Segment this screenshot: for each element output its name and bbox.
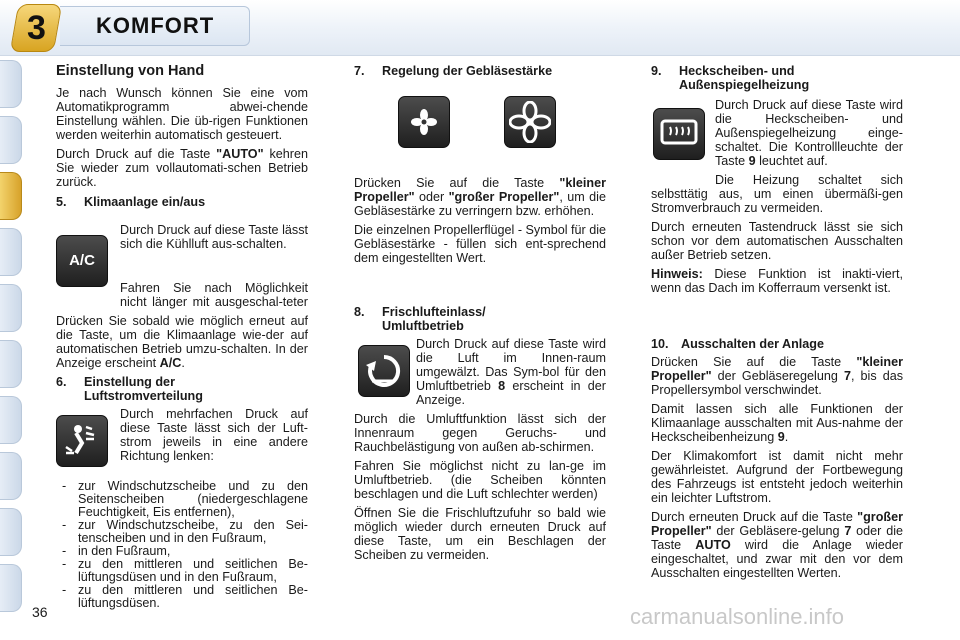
paragraph: Durch erneuten Druck auf die Taste "großer Propeller" der Gebläsere-gelung 7 oder die Taste AUTO wird die Anlage wieder eingeschaltet, und zwar mit den vor dem Ausschalten eingestellten Werten. [651, 510, 903, 580]
rear-defrost-icon [653, 108, 705, 160]
list-item: - zur Windschutzscheibe und zu den Seitenscheiben (niedergeschlagene Feuchtigkeit, Eis entfernen), [56, 480, 308, 519]
list-item: - in den Fußraum, [56, 545, 308, 558]
paragraph: Fahren Sie möglichst nicht zu lan-ge im Umluftbetrieb. (die Scheiben könnten beschlagen und die Luft schlechter werden) [354, 459, 606, 501]
side-tab [0, 452, 22, 500]
paragraph: Öffnen Sie die Frischluftzufuhr so bald wie möglich wieder durch erneuten Druck auf diese Taste, um ein Beschlagen der Scheiben zu vermeiden. [354, 506, 606, 562]
fan-icons-row [354, 96, 606, 176]
paragraph: Drücken Sie auf die Taste "kleiner Propeller" der Gebläseregelung 7, bis das Propellersymbol verschwindet. [651, 355, 904, 397]
ac-block [56, 223, 308, 281]
paragraph: Hinweis: Diese Funktion ist inakti-viert, wenn das Dach im Kofferraum versenkt ist. [651, 267, 903, 295]
side-tab [0, 228, 22, 276]
small-fan-icon [398, 96, 450, 148]
paragraph: Durch Druck auf diese Taste lässt sich die Kühlluft aus-schalten. [120, 223, 308, 251]
paragraph: Die einzelnen Propellerflügel - Symbol für die Gebläsestärke - füllen sich ent-sprechend dem eingestellten Wert. [354, 223, 607, 265]
section-heading-7: 7. Regelung der Gebläsestärke [354, 64, 553, 78]
side-tab [0, 340, 22, 388]
chapter-side-tabs [0, 60, 26, 620]
paragraph: Durch erneuten Tastendruck lässt sie sich schon vor dem automatischen Ausschalten außer Betrieb setzen. [651, 220, 903, 262]
paragraph: Die Heizung schaltet sich selbsttätig aus, um einen übermäßi-gen Stromverbrauch zu vermeiden. [651, 173, 903, 215]
list-item: - zur Windschutzscheibe, zu den Sei-tenscheiben und in den Fußraum, [56, 519, 308, 545]
section-heading-5: 5. Klimaanlage ein/aus [56, 195, 206, 209]
chapter-number: 3 [26, 9, 46, 47]
list-item: - zu den mittleren und seitlichen Be-lüftungsdüsen und in den Fußraum, [56, 558, 308, 584]
chapter-title: KOMFORT [96, 13, 215, 38]
watermark: carmanualsonline.info [630, 604, 845, 629]
airflow-options-list [56, 480, 308, 610]
side-tab [0, 396, 22, 444]
section-heading-6: 6. Einstellung der Luftstromverteilung [56, 375, 203, 403]
airflow-block [56, 407, 308, 463]
paragraph: Je nach Wunsch können Sie eine vom Automatikprogramm abwei-chende Einstellung wählen. Die üb-rigen Funktionen werden weiterhin automatisch gesteuert. [56, 86, 308, 142]
paragraph: Drücken Sie sobald wie möglich erneut auf die Taste, um die Klimaanlage wie-der auf automatischen Betrieb umzu-schalten. In der Anzeige erscheint A/C. [56, 314, 308, 370]
paragraph: Durch Druck auf die Taste "AUTO" kehren Sie wieder zum vollautomati-schen Betrieb zurück. [56, 147, 308, 189]
side-tab [0, 564, 22, 612]
paragraph: Durch Druck auf diese Taste wird die Heckscheiben- und Außenspiegelheizung einge-schaltet. Die Kontrollleuchte der Taste 9 leuchtet auf. [715, 98, 903, 168]
air-distribution-icon [56, 415, 108, 467]
column-left [56, 60, 308, 610]
section-heading-9: 9. Heckscheiben- und Außenspiegelheizung [651, 64, 810, 92]
paragraph: Damit lassen sich alle Funktionen der Klimaanlage ausschalten mit Aus-nahme der Heckscheibenheizung 9. [651, 402, 903, 444]
section-heading-8: 8. Frischlufteinlass/ Umluftbetrieb [354, 305, 486, 333]
page-header [0, 0, 960, 60]
chapter-number-badge [10, 4, 62, 52]
recirculation-block [354, 337, 606, 407]
paragraph: Durch mehrfachen Druck auf diese Taste lässt sich der Luft-strom jeweils in eine andere Richtung lenken: [120, 407, 308, 463]
paragraph: Durch Druck auf diese Taste wird die Luft im Innen-raum umgewälzt. Das Sym-bol für den Umluftbetrieb 8 erscheint in der Anzeige. [416, 337, 606, 407]
paragraph: Durch die Umluftfunktion lässt sich der Innenraum gegen Geruchs- und Rauchbelästigung von außen ab-schirmen. [354, 412, 606, 454]
paragraph: Fahren Sie nach Möglichkeit nicht länger mit ausgeschal-teter [120, 281, 308, 309]
list-item: - zu den mittleren und seitlichen Be-lüftungsdüsen. [56, 584, 308, 610]
ac-button-icon: A/C [56, 235, 108, 287]
recirculation-icon [358, 345, 410, 397]
page-number: 36 [32, 604, 48, 620]
side-tab [0, 508, 22, 556]
side-tab-active [0, 172, 22, 220]
side-tab [0, 284, 22, 332]
section-title-manual: Einstellung von Hand [56, 63, 205, 79]
large-fan-icon [504, 96, 556, 148]
section-heading-10: 10. Ausschalten der Anlage [651, 337, 825, 351]
paragraph: Der Klimakomfort ist damit nicht mehr gewährleistet. Aufgrund der Fortbewegung des Fahrzeugs ist entsteht jedoch weiterhin ein leichter Luftstrom. [651, 449, 903, 505]
side-tab [0, 116, 22, 164]
rear-defrost-block [651, 98, 903, 168]
column-middle [354, 60, 606, 567]
column-right [651, 60, 903, 585]
side-tab [0, 60, 22, 108]
paragraph: Drücken Sie auf die Taste "kleiner Propeller" oder "großer Propeller", um die Gebläsestärke zu verringern bzw. erhöhen. [354, 176, 606, 218]
